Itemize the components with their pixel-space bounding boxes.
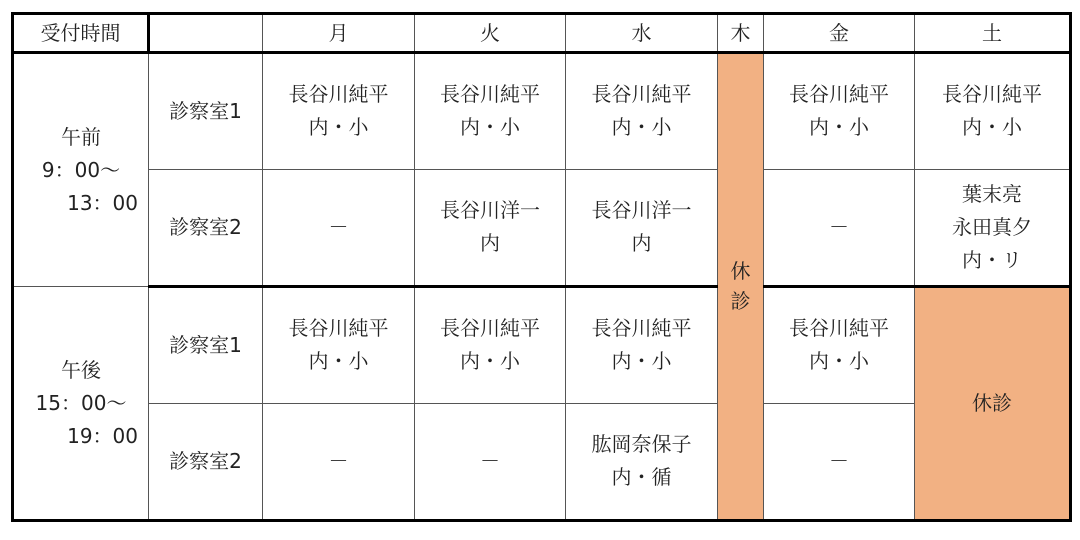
header-day-sat: 土: [915, 14, 1071, 53]
am-end-time: 13：00: [67, 190, 138, 215]
cell-am-r2-sat: 葉末亮 永田真夕 内・リ: [915, 169, 1071, 286]
cell-am-r2-fri: －: [764, 169, 915, 286]
pm-label: 午後: [61, 357, 101, 382]
am-start-time: 9：00～: [41, 157, 121, 182]
table-row: [13, 53, 1071, 169]
pm-start-time: 15：00～: [35, 390, 127, 415]
header-day-fri: 金: [764, 14, 915, 53]
header-row: [13, 14, 1071, 53]
room-label: 診察室1: [149, 287, 263, 403]
cell-am-r2-mon: －: [263, 169, 415, 286]
cell-am-r1-wed: 長谷川純平 内・小: [566, 53, 718, 169]
thursday-closed-cell: [718, 53, 764, 521]
header-day-mon: 月: [263, 14, 415, 53]
header-reception-time: 受付時間: [13, 14, 149, 53]
header-day-thu: 木: [718, 14, 764, 53]
header-day-tue: 火: [415, 14, 566, 53]
am-slot: [13, 53, 149, 287]
cell-pm-r2-fri: －: [764, 403, 915, 521]
room-label: 診察室1: [149, 53, 263, 169]
cell-pm-r2-tue: －: [415, 403, 566, 521]
cell-am-r2-tue: 長谷川洋一 内: [415, 169, 566, 286]
cell-pm-r1-mon: 長谷川純平 内・小: [263, 287, 415, 403]
cell-am-r2-wed: 長谷川洋一 内: [566, 169, 718, 286]
cell-am-r1-sat: 長谷川純平 内・小: [915, 53, 1071, 169]
cell-pm-r2-wed: 肱岡奈保子 内・循: [566, 403, 718, 521]
thursday-closed-text: 休診: [730, 258, 751, 313]
room-label: 診察室2: [149, 169, 263, 286]
cell-am-r1-mon: 長谷川純平 内・小: [263, 53, 415, 169]
cell-pm-r1-tue: 長谷川純平 内・小: [415, 287, 566, 403]
cell-am-r1-fri: 長谷川純平 内・小: [764, 53, 915, 169]
cell-am-r1-tue: 長谷川純平 内・小: [415, 53, 566, 169]
header-day-wed: 水: [566, 14, 718, 53]
saturday-pm-closed-cell: [915, 287, 1071, 521]
pm-slot: [13, 287, 149, 521]
cell-pm-r1-fri: 長谷川純平 内・小: [764, 287, 915, 403]
am-label: 午前: [61, 124, 101, 149]
header-room: [149, 14, 263, 53]
saturday-pm-closed-text: 休診: [972, 391, 1012, 416]
table-row: [13, 169, 1071, 286]
pm-end-time: 19：00: [67, 423, 138, 448]
table-row: [13, 403, 1071, 521]
room-label: 診察室2: [149, 403, 263, 521]
cell-pm-r2-mon: －: [263, 403, 415, 521]
cell-pm-r1-wed: 長谷川純平 内・小: [566, 287, 718, 403]
table-row: [13, 287, 1071, 403]
clinic-schedule-table: [11, 12, 1072, 522]
